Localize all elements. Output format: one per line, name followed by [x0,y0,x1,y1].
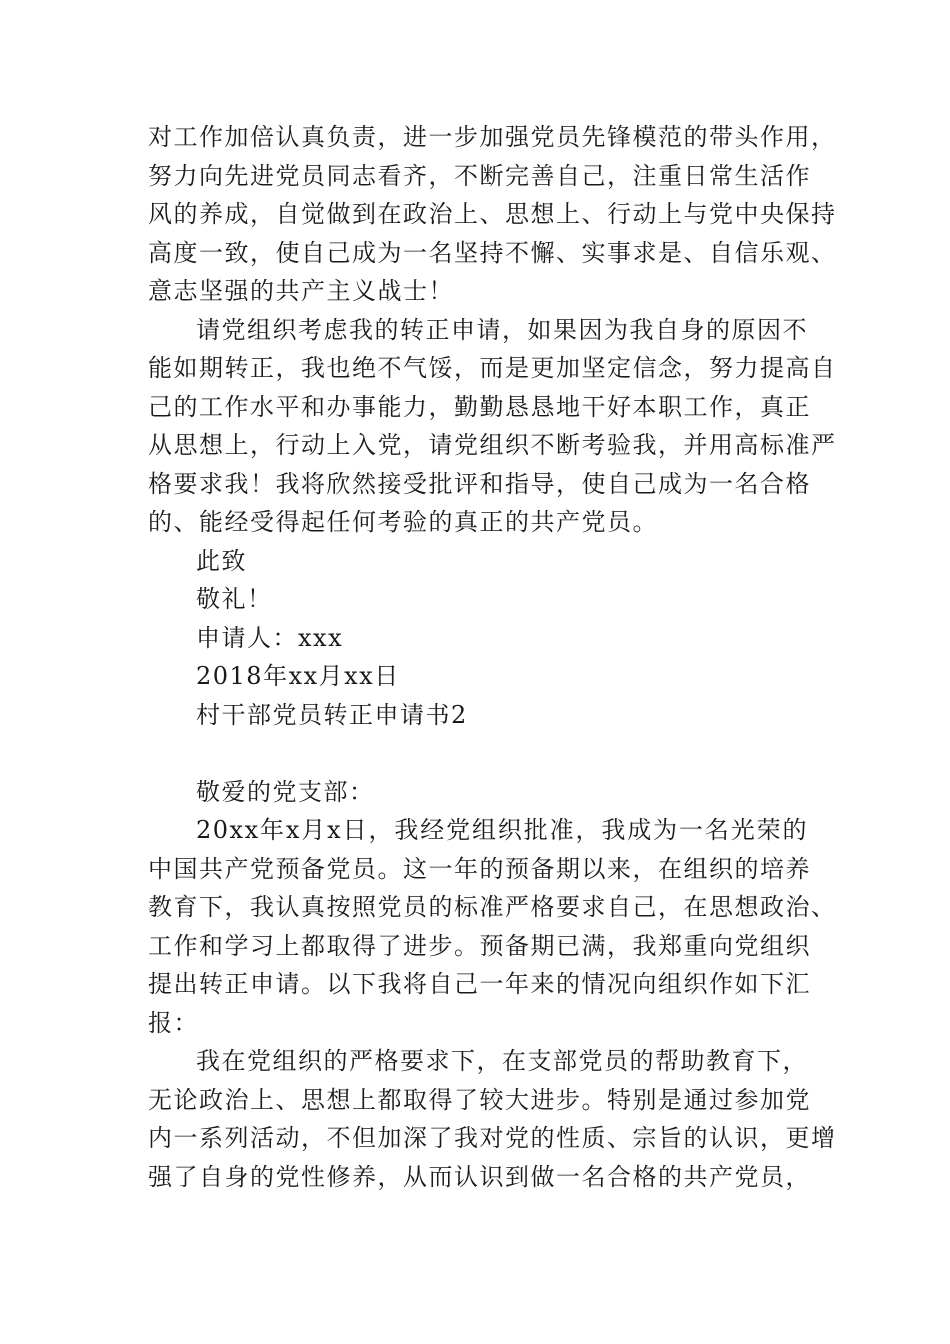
text-line: 的、能经受得起任何考验的真正的共产党员。 [148,508,658,536]
text-line: 2018年xx月xx日 [196,662,400,690]
text-line: 强了自身的党性修养，从而认识到做一名合格的共产党员， [148,1162,811,1191]
text-line: 格要求我！我将欣然接受批评和指导，使自己成为一名合格 [148,469,811,498]
text-line: 中国共产党预备党员。这一年的预备期以来，在组织的培养 [148,854,811,883]
text-line: 教育下，我认真按照党员的标准严格要求自己，在思想政治、 [148,893,837,921]
text-line: 村干部党员转正申请书2 [196,700,468,729]
text-line: 报： [148,1008,199,1037]
text-line: 20xx年x月x日，我经党组织批准，我成为一名光荣的 [196,816,808,844]
text-line: 敬礼！ [196,585,273,613]
text-line: 从思想上，行动上入党，请党组织不断考验我，并用高标准严 [148,431,837,459]
text-line: 无论政治上、思想上都取得了较大进步。特别是通过参加党 [148,1085,811,1114]
blank-line [148,734,808,773]
text-line: 意志坚强的共产主义战士！ [148,277,454,305]
text-line: 对工作加倍认真负责，进一步加强党员先锋模范的带头作用， [148,123,837,151]
text-line: 己的工作水平和办事能力，勤勤恳恳地干好本职工作，真正 [148,392,811,421]
text-line: 申请人：xxx [196,623,344,652]
document-body [148,118,837,1196]
text-line: 能如期转正，我也绝不气馁，而是更加坚定信念，努力提高自 [148,354,837,382]
text-line: 风的养成，自觉做到在政治上、思想上、行动上与党中央保持 [148,200,837,228]
text-line: 高度一致，使自己成为一名坚持不懈、实事求是、自信乐观、 [148,238,837,267]
text-line: 敬爱的党支部： [196,777,375,806]
text-line: 工作和学习上都取得了进步。预备期已满，我郑重向党组织 [148,931,811,960]
text-line: 提出转正申请。以下我将自己一年来的情况向组织作如下汇 [148,970,811,998]
text-line: 努力向先进党员同志看齐，不断完善自己，注重日常生活作 [148,161,811,190]
text-line: 我在党组织的严格要求下，在支部党员的帮助教育下， [196,1047,808,1075]
text-line: 此致 [196,546,247,575]
text-line: 内一系列活动，不但加深了我对党的性质、宗旨的认识，更增 [148,1124,837,1152]
text-line: 请党组织考虑我的转正申请，如果因为我自身的原因不 [196,315,808,344]
